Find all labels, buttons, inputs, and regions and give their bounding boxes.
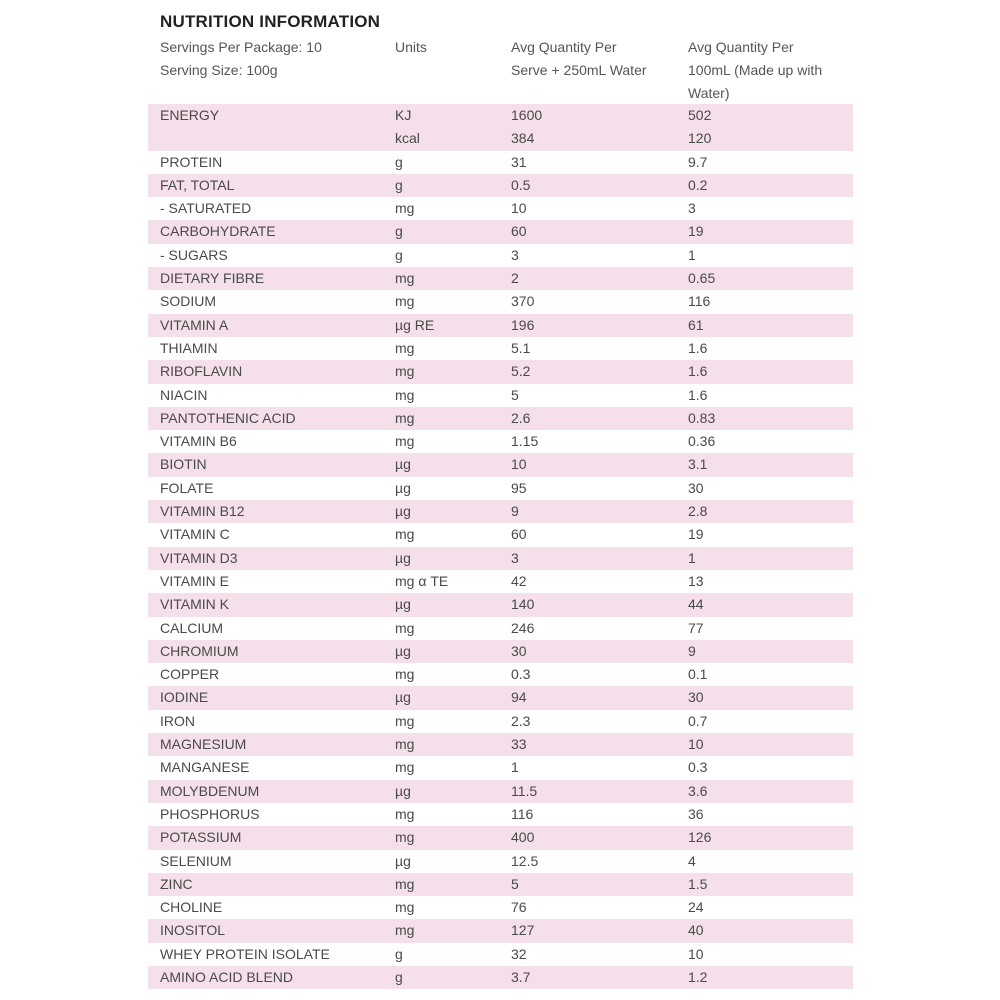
unit-cell: mg	[395, 386, 415, 403]
row-line	[148, 780, 853, 803]
nutrient-name: CHROMIUM	[160, 642, 239, 659]
table-row	[148, 314, 853, 337]
per-serve-cell: 0.5	[511, 176, 531, 193]
header-servings	[160, 36, 322, 82]
per-100ml-cell: 3.6	[688, 782, 708, 799]
unit-cell: mg	[395, 619, 415, 636]
header-line: Avg Quantity Per	[688, 39, 794, 55]
table-row	[148, 686, 853, 709]
unit-cell: g	[395, 176, 403, 193]
per-serve-cell: 5.1	[511, 339, 531, 356]
row-line	[148, 430, 853, 453]
per-serve-cell: 5.2	[511, 363, 531, 380]
nutrient-name: VITAMIN B12	[160, 503, 245, 520]
unit-cell: g	[395, 153, 403, 170]
nutrient-name: ZINC	[160, 875, 193, 892]
table-row	[148, 337, 853, 360]
row-line	[148, 756, 853, 779]
per-100ml-cell: 0.83	[688, 409, 716, 426]
nutrient-name: PROTEIN	[160, 153, 223, 170]
table-row	[148, 733, 853, 756]
per-100ml-cell: 1.6	[688, 363, 708, 380]
table-row	[148, 174, 853, 197]
per-100ml-cell: 0.7	[688, 712, 708, 729]
row-line	[148, 174, 853, 197]
per-100ml-cell: 9	[688, 642, 696, 659]
per-serve-cell: 384	[511, 130, 535, 147]
unit-cell: µg	[395, 456, 411, 473]
unit-cell: g	[395, 223, 403, 240]
per-serve-cell: 2	[511, 270, 519, 287]
table-row	[148, 104, 853, 151]
unit-cell: g	[395, 945, 403, 962]
table-row	[148, 593, 853, 616]
table-row	[148, 826, 853, 849]
per-100ml-cell: 1.5	[688, 875, 708, 892]
table-row	[148, 500, 853, 523]
per-100ml-cell: 30	[688, 479, 704, 496]
per-serve-cell: 60	[511, 223, 527, 240]
table-row	[148, 407, 853, 430]
per-100ml-cell: 77	[688, 619, 704, 636]
row-line	[148, 244, 853, 267]
row-line	[148, 570, 853, 593]
row-line	[148, 267, 853, 290]
nutrient-name: AMINO ACID BLEND	[160, 968, 294, 985]
nutrient-name: - SATURATED	[160, 200, 252, 217]
per-100ml-cell: 19	[688, 526, 704, 543]
per-100ml-cell: 40	[688, 922, 704, 939]
unit-cell: µg	[395, 549, 411, 566]
table-row	[148, 151, 853, 174]
per-serve-cell: 76	[511, 899, 527, 916]
table-row	[148, 873, 853, 896]
unit-cell: mg α TE	[395, 572, 449, 589]
nutrient-table-body	[148, 104, 853, 989]
unit-cell: mg	[395, 829, 415, 846]
table-row	[148, 780, 853, 803]
nutrient-name: SODIUM	[160, 293, 216, 310]
nutrient-name: IRON	[160, 712, 195, 729]
nutrient-name: MOLYBDENUM	[160, 782, 260, 799]
per-100ml-cell: 1.6	[688, 386, 708, 403]
row-line	[148, 873, 853, 896]
unit-cell: µg	[395, 689, 411, 706]
row-line	[148, 384, 853, 407]
row-line	[148, 547, 853, 570]
row-line	[148, 360, 853, 383]
row-line	[148, 617, 853, 640]
unit-cell: g	[395, 246, 403, 263]
nutrient-name: COPPER	[160, 666, 220, 683]
nutrient-name: PANTOTHENIC ACID	[160, 409, 296, 426]
table-row	[148, 197, 853, 220]
row-line	[148, 290, 853, 313]
table-row	[148, 547, 853, 570]
unit-cell: mg	[395, 363, 415, 380]
per-serve-cell: 60	[511, 526, 527, 543]
nutrient-name: VITAMIN D3	[160, 549, 238, 566]
per-100ml-cell: 19	[688, 223, 704, 240]
per-100ml-cell: 10	[688, 945, 704, 962]
table-row	[148, 617, 853, 640]
row-line	[148, 593, 853, 616]
nutrient-name: CALCIUM	[160, 619, 224, 636]
table-row	[148, 384, 853, 407]
header-line: Units	[395, 39, 427, 55]
nutrient-name: DIETARY FIBRE	[160, 270, 265, 287]
per-serve-cell: 370	[511, 293, 535, 310]
row-line	[148, 686, 853, 709]
per-100ml-cell: 116	[688, 293, 711, 310]
per-serve-cell: 1	[511, 759, 519, 776]
nutrient-name: VITAMIN C	[160, 526, 230, 543]
per-serve-cell: 32	[511, 945, 527, 962]
table-header	[148, 36, 853, 104]
per-serve-cell: 196	[511, 316, 535, 333]
per-serve-cell: 3.7	[511, 968, 531, 985]
unit-cell: µg	[395, 596, 411, 613]
unit-cell: µg	[395, 852, 411, 869]
per-serve-cell: 33	[511, 736, 527, 753]
table-row	[148, 244, 853, 267]
header-line: Servings Per Package: 10	[160, 39, 322, 55]
nutrient-name: POTASSIUM	[160, 829, 242, 846]
nutrient-name: CHOLINE	[160, 899, 223, 916]
nutrient-name: RIBOFLAVIN	[160, 363, 243, 380]
nutrient-name: MANGANESE	[160, 759, 250, 776]
unit-cell: mg	[395, 433, 415, 450]
unit-cell: mg	[395, 666, 415, 683]
per-serve-cell: 10	[511, 200, 527, 217]
per-serve-cell: 1.15	[511, 433, 539, 450]
per-100ml-cell: 3.1	[688, 456, 708, 473]
per-serve-cell: 400	[511, 829, 535, 846]
table-row	[148, 360, 853, 383]
nutrient-name: ENERGY	[160, 107, 220, 123]
table-row	[148, 267, 853, 290]
per-serve-cell: 42	[511, 572, 527, 589]
header-per-serve	[511, 36, 647, 82]
per-serve-cell: 1600	[511, 107, 543, 123]
row-line	[148, 826, 853, 849]
row-line	[148, 943, 853, 966]
nutrient-name: VITAMIN A	[160, 316, 229, 333]
row-line	[148, 127, 853, 150]
header-line: Serving Size: 100g	[160, 62, 278, 78]
per-serve-cell: 30	[511, 642, 527, 659]
nutrient-name: PHOSPHORUS	[160, 805, 260, 822]
table-row	[148, 523, 853, 546]
unit-cell: mg	[395, 270, 415, 287]
nutrient-name: VITAMIN K	[160, 596, 229, 613]
per-100ml-cell: 0.65	[688, 270, 716, 287]
row-line	[148, 500, 853, 523]
table-row	[148, 663, 853, 686]
table-row	[148, 896, 853, 919]
nutrient-name: - SUGARS	[160, 246, 228, 263]
table-row	[148, 803, 853, 826]
per-100ml-cell: 4	[688, 852, 696, 869]
per-serve-cell: 10	[511, 456, 527, 473]
per-100ml-cell: 10	[688, 736, 704, 753]
unit-cell: mg	[395, 805, 415, 822]
header-per-100ml	[688, 36, 822, 105]
row-line	[148, 151, 853, 174]
table-row	[148, 570, 853, 593]
header-line: Water)	[688, 85, 730, 101]
table-row	[148, 477, 853, 500]
per-serve-cell: 9	[511, 503, 519, 520]
table-row	[148, 756, 853, 779]
unit-cell: mg	[395, 922, 415, 939]
unit-cell: mg	[395, 409, 415, 426]
unit-cell: mg	[395, 759, 415, 776]
row-line	[148, 104, 853, 127]
per-100ml-cell: 13	[688, 572, 704, 589]
per-100ml-cell: 1.2	[688, 968, 708, 985]
per-100ml-cell: 126	[688, 829, 712, 846]
row-line	[148, 733, 853, 756]
table-row	[148, 850, 853, 873]
per-100ml-cell: 120	[688, 130, 712, 147]
row-line	[148, 477, 853, 500]
table-row	[148, 430, 853, 453]
row-line	[148, 453, 853, 476]
table-row	[148, 220, 853, 243]
per-100ml-cell: 44	[688, 596, 704, 613]
unit-cell: kcal	[395, 130, 420, 147]
per-serve-cell: 94	[511, 689, 527, 706]
row-line	[148, 710, 853, 733]
per-serve-cell: 116	[511, 805, 534, 822]
nutrient-name: MAGNESIUM	[160, 736, 247, 753]
table-row	[148, 919, 853, 942]
per-100ml-cell: 0.36	[688, 433, 716, 450]
header-units	[395, 36, 427, 59]
nutrient-name: FAT, TOTAL	[160, 176, 235, 193]
per-serve-cell: 95	[511, 479, 527, 496]
per-serve-cell: 2.3	[511, 712, 531, 729]
per-100ml-cell: 24	[688, 899, 704, 916]
unit-cell: mg	[395, 899, 415, 916]
row-line	[148, 407, 853, 430]
per-serve-cell: 3	[511, 549, 519, 566]
per-100ml-cell: 3	[688, 200, 696, 217]
nutrient-name: SELENIUM	[160, 852, 232, 869]
table-row	[148, 966, 853, 989]
row-line	[148, 314, 853, 337]
row-line	[148, 803, 853, 826]
per-serve-cell: 140	[511, 596, 535, 613]
per-100ml-cell: 0.2	[688, 176, 708, 193]
header-line: Serve + 250mL Water	[511, 62, 647, 78]
per-serve-cell: 3	[511, 246, 519, 263]
unit-cell: µg RE	[395, 316, 435, 333]
per-100ml-cell: 1	[688, 549, 696, 566]
per-serve-cell: 12.5	[511, 852, 539, 869]
table-row	[148, 290, 853, 313]
per-serve-cell: 11.5	[511, 782, 538, 799]
unit-cell: µg	[395, 782, 411, 799]
per-serve-cell: 5	[511, 386, 519, 403]
per-100ml-cell: 9.7	[688, 153, 708, 170]
unit-cell: mg	[395, 736, 415, 753]
per-100ml-cell: 61	[688, 316, 704, 333]
per-serve-cell: 2.6	[511, 409, 531, 426]
unit-cell: mg	[395, 712, 415, 729]
header-line: 100mL (Made up with	[688, 62, 823, 78]
per-100ml-cell: 502	[688, 107, 712, 123]
unit-cell: g	[395, 968, 403, 985]
table-row	[148, 943, 853, 966]
row-line	[148, 966, 853, 989]
nutrient-name: VITAMIN E	[160, 572, 229, 589]
nutrient-name: IODINE	[160, 689, 209, 706]
unit-cell: µg	[395, 503, 411, 520]
nutrient-name: INOSITOL	[160, 922, 226, 939]
row-line	[148, 337, 853, 360]
nutrient-name: NIACIN	[160, 386, 208, 403]
row-line	[148, 523, 853, 546]
unit-cell: µg	[395, 479, 411, 496]
per-100ml-cell: 0.1	[688, 666, 708, 683]
per-serve-cell: 0.3	[511, 666, 531, 683]
nutrient-name: FOLATE	[160, 479, 214, 496]
unit-cell: mg	[395, 293, 415, 310]
nutrient-name: VITAMIN B6	[160, 433, 237, 450]
nutrient-name: CARBOHYDRATE	[160, 223, 276, 240]
per-serve-cell: 127	[511, 922, 535, 939]
per-100ml-cell: 36	[688, 805, 704, 822]
per-100ml-cell: 1.6	[688, 339, 708, 356]
unit-cell: µg	[395, 642, 411, 659]
header-line: Avg Quantity Per	[511, 39, 617, 55]
unit-cell: mg	[395, 526, 415, 543]
unit-cell: mg	[395, 875, 415, 892]
row-line	[148, 896, 853, 919]
panel-title: NUTRITION INFORMATION	[160, 12, 381, 31]
row-line	[148, 663, 853, 686]
per-serve-cell: 246	[511, 619, 535, 636]
table-row	[148, 453, 853, 476]
table-row	[148, 640, 853, 663]
nutrient-name: THIAMIN	[160, 339, 218, 356]
per-100ml-cell: 0.3	[688, 759, 708, 776]
row-line	[148, 220, 853, 243]
per-serve-cell: 31	[511, 153, 527, 170]
unit-cell: mg	[395, 339, 415, 356]
nutrient-name: BIOTIN	[160, 456, 207, 473]
table-row	[148, 710, 853, 733]
per-100ml-cell: 1	[688, 246, 696, 263]
row-line	[148, 197, 853, 220]
row-line	[148, 640, 853, 663]
per-serve-cell: 5	[511, 875, 519, 892]
unit-cell: mg	[395, 200, 415, 217]
row-line	[148, 850, 853, 873]
unit-cell: KJ	[395, 107, 412, 123]
per-100ml-cell: 2.8	[688, 503, 708, 520]
per-100ml-cell: 30	[688, 689, 704, 706]
nutrient-name: WHEY PROTEIN ISOLATE	[160, 945, 330, 962]
row-line	[148, 919, 853, 942]
